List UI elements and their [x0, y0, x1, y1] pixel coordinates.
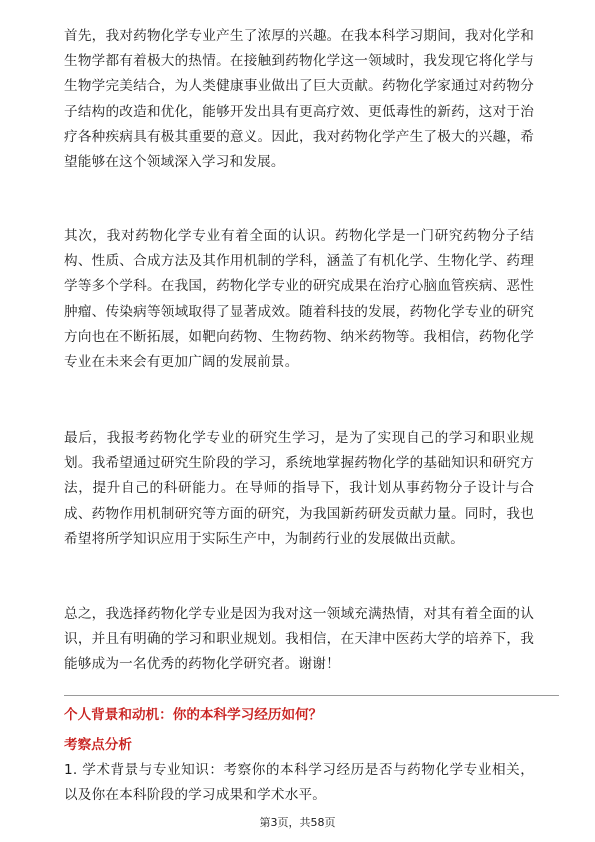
paragraph-plan: 最后，我报考药物化学专业的研究生学习，是为了实现自己的学习和职业规划。我希望通过研究生阶段的学习，系统地掌握药物化学的基础知识和研究方法，提升自己的科研能力。在导师的指导下，我计划从事药物分子设计与合成、药物作用机制研究等方面的研究，为我国新药研发贡献力量。同时，我也希望将所学知识应用于实际生产中，为制药行业的发展做出贡献。: [64, 430, 534, 547]
interview-question: 个人背景和动机：你的本科学习经历如何？: [64, 707, 323, 723]
paragraph-conclusion: 总之，我选择药物化学专业是因为我对这一领域充满热情，对其有着全面的认识，并且有明确的学习和职业规划。我相信，在天津中医药大学的培养下，我能够成为一名优秀的药物化学研究者。谢谢！: [64, 606, 534, 673]
analysis-heading: 考察点分析: [64, 737, 132, 753]
section-divider: [64, 695, 559, 696]
paragraph-interest: 首先，我对药物化学专业产生了浓厚的兴趣。在我本科学习期间，我对化学和生物学都有着极大的热情。在接触到药物化学这一领域时，我发现它将化学与生物学完美结合，为人类健康事业做出了巨大贡献。药物化学家通过对药物分子结构的改造和优化，能够开发出具有更高疗效、更低毒性的新药，这对于治疗各种疾病具有极其重要的意义。因此，我对药物化学产生了极大的兴趣，希望能够在这个领域深入学习和发展。: [64, 28, 534, 171]
paragraph-understanding: 其次，我对药物化学专业有着全面的认识。药物化学是一门研究药物分子结构、性质、合成方法及其作用机制的学科，涵盖了有机化学、生物化学、药理学等多个学科。在我国，药物化学专业的研究成果在治疗心脑血管疾病、恶性肿瘤、传染病等领域取得了显著成效。随着科技的发展，药物化学专业的研究方向也在不断拓展，如靶向药物、生物药物、纳米药物等。我相信，药物化学专业在未来会有更加广阔的发展前景。: [64, 228, 534, 371]
page-number: 第3页，共58页: [259, 816, 336, 829]
analysis-item: 1. 学术背景与专业知识：考察你的本科学习经历是否与药物化学专业相关，以及你在本科阶段的学习成果和学术水平。: [64, 762, 534, 804]
